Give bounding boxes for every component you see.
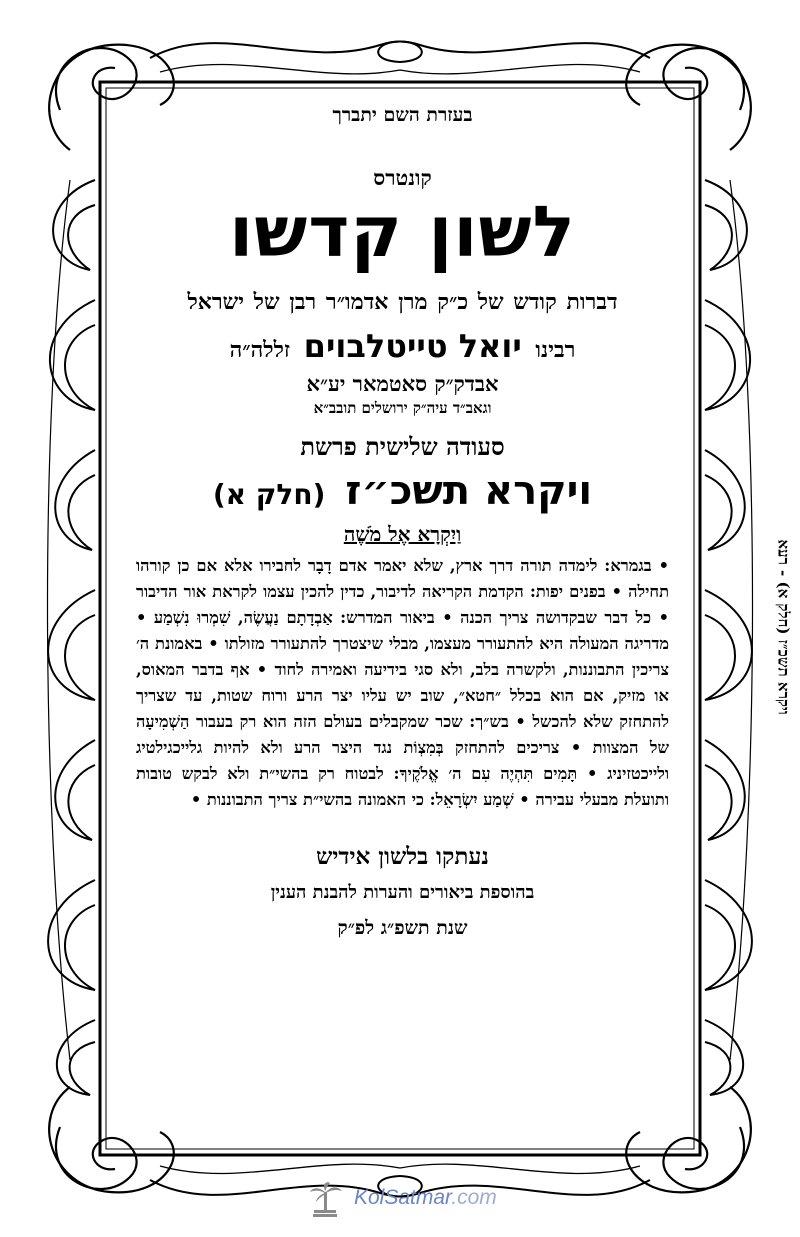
parsha-part: (חלק א) <box>212 478 326 511</box>
parsha-name: ויקרא תשכ״ז <box>345 468 593 514</box>
palm-tree-books-icon <box>308 1180 348 1220</box>
subtitle-line: דברות קודש של כ״ק מרן אדמו״ר רבן של ישראל <box>187 289 618 315</box>
contents-summary: • בגמרא: לימדה תורה דרך ארץ, שלא יאמר אדם דָבָר לחבירו אלא אם כן קורהו תחילה • בפנים יפות: הקדמת הקריאה לדיבור, כדין להכין עצמו לקראת אור הדיבור • כל דבר שבקדושה צריך הכנה • ביאור המדרש: אַבְדָתָם נַעֲשֶׂה, שִׁמְרוּ נִשְׁמַע • מדריגה המעולה היא להתעורר מעצמו, מבלי שיצטרך להתעורר מזולתו • באמונת ה׳ צריכין התבוננות, ולקשרה בלב, ולא סגי בידיעה ואמירה לחוד • אף בדבר המאוס, או מזיק, אם הוא בכלל ״חטא״, שוב יש עליו יצר הרע ורוח שטות, עד שצריך להתחזק שלא להכשל • בש״ך: שכר שמקבלים בעולם הזה הוא רק בעבור הַשְׁמִיעָה של המצוות • צריכים להתחזק בְּמִצְוֹת נגד היצר הרע ולא להיות גלייכגילטיג ולייכטזיניג • תָּמִים תִּהְיֶה עִם ה׳ אֱלֹקֶיךָ: לבטוח רק בהשי״ת ולא לבקש טובות ותועלת מבעלי עבירה • שְׁמַע יִשְׂרָאֵל: כי האמונה בהשי״ת צריך התבוננות • <box>136 556 669 809</box>
kuntres-label: קונטרס <box>373 165 432 190</box>
kolsatmar-logo[interactable] <box>306 1180 506 1224</box>
occasion-line: סעודה שלישית פרשת <box>300 432 505 461</box>
invocation-line: בעזרת השם יתברך <box>332 104 473 126</box>
publication-year: שנת תשפ״ג לפ״ק <box>337 917 468 939</box>
rabbi-line <box>130 327 675 365</box>
logo-wordmark <box>354 1186 497 1210</box>
rabbi-title-line: אבדק״ק סאטמאר יע״א <box>306 371 499 396</box>
addition-note: בהוספת ביאורים והערות להבנת הענין <box>270 882 535 903</box>
book-title: לשון קדשו <box>229 191 576 273</box>
rabbi-suffix: זללה״ה <box>229 337 290 363</box>
rabbi-name: יואל טייטלבוים <box>303 327 522 365</box>
logo-tld: .com <box>451 1186 497 1209</box>
rabbi-prefix: רבינו <box>535 337 576 363</box>
rabbi-secondary-title: וגאב״ד עיה״ק ירושלים תובב״א <box>313 399 492 417</box>
title-page-content <box>130 98 675 940</box>
logo-name: KolSatmar <box>354 1186 452 1209</box>
opening-verse: וַיִקְרָא אֶל מֹשֶׁה <box>343 522 462 546</box>
side-running-header: ויקרא תשכ״ז (חלק א) - רעא <box>774 539 793 715</box>
translation-note: נעתקו בלשון אידיש <box>316 843 489 870</box>
parsha-heading <box>130 468 675 514</box>
